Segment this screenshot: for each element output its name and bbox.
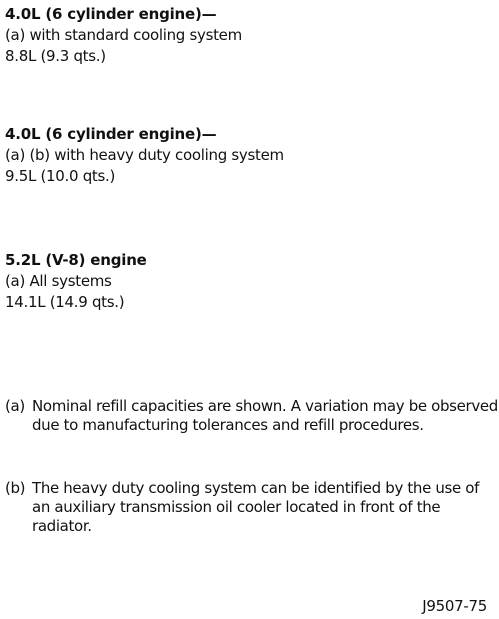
spec-capacity: 9.5L (10.0 qts.) (5, 167, 116, 185)
spec-block-4-0l-heavy-duty (5, 124, 284, 187)
spec-title: 5.2L (V-8) engine (5, 251, 147, 269)
footnote-marker: (a) (5, 397, 25, 415)
footnote-a (5, 397, 499, 435)
spec-title: 4.0L (6 cylinder engine)— (5, 125, 217, 143)
spec-block-4-0l-standard (5, 4, 242, 67)
footnote-marker: (b) (5, 479, 26, 497)
spec-condition: (a) (b) with heavy duty cooling system (5, 146, 284, 164)
footnote-text: Nominal refill capacities are shown. A variation may be observed due to manufacturing tolerances and refill procedures. (32, 397, 498, 434)
spec-condition: (a) All systems (5, 272, 112, 290)
spec-capacity: 14.1L (14.9 qts.) (5, 293, 125, 311)
footnote-b (5, 479, 499, 536)
figure-id: J9507-75 (422, 597, 487, 615)
spec-title: 4.0L (6 cylinder engine)— (5, 5, 217, 23)
spec-block-5-2l-v8 (5, 250, 147, 313)
footnote-text: The heavy duty cooling system can be identified by the use of an auxiliary transmission oil cooler located in front of the radiator. (32, 479, 480, 535)
spec-capacity: 8.8L (9.3 qts.) (5, 47, 106, 65)
spec-condition: (a) with standard cooling system (5, 26, 242, 44)
